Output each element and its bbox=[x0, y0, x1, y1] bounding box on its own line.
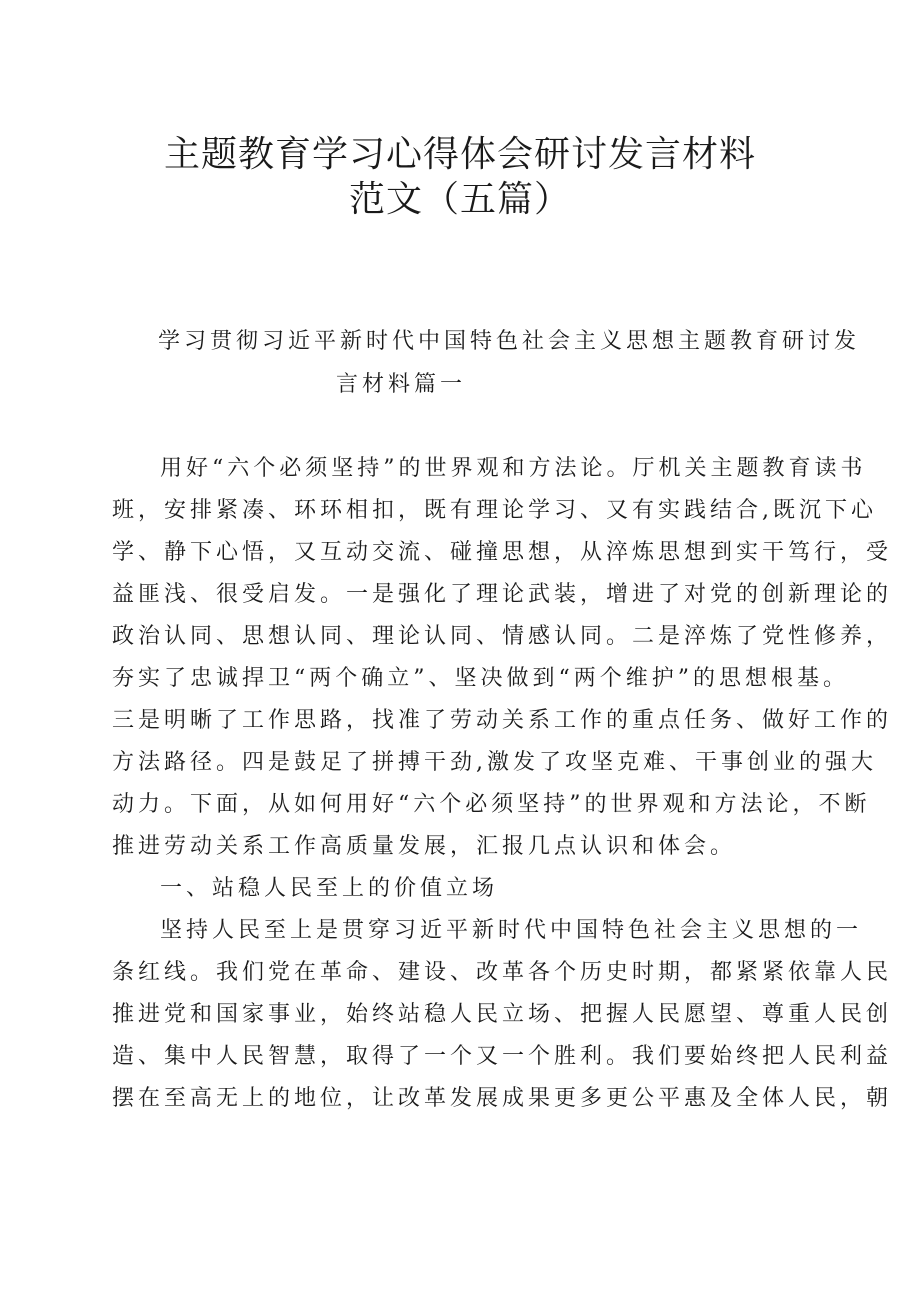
text-line: 班，安排紧凑、环环相扣，既有理论学习、又有实践结合,既沉下心 bbox=[112, 498, 877, 523]
text-line: 三是明晰了工作思路，找准了劳动关系工作的重点任务、做好工作的 bbox=[112, 708, 893, 733]
text-line: 条红线。我们党在革命、建设、改革各个历史时期，都紧紧依靠人民 bbox=[112, 960, 893, 985]
section-heading: 一、站稳人民至上的价值立场 bbox=[160, 876, 499, 901]
text-line: 坚持人民至上是贯穿习近平新时代中国特色社会主义思想的一 bbox=[160, 918, 863, 943]
text-line: 方法路径。四是鼓足了拼搏干劲,激发了攻坚克难、干事创业的强大 bbox=[112, 750, 877, 775]
text-line: 用好“六个必须坚持”的世界观和方法论。厅机关主题教育读书 bbox=[160, 456, 867, 481]
article-subtitle-line2: 言材料篇一 bbox=[336, 372, 467, 397]
document-title-line1: 主题教育学习心得体会研讨发言材料 bbox=[163, 134, 756, 175]
text-line: 造、集中人民智慧，取得了一个又一个胜利。我们要始终把人民利益 bbox=[112, 1044, 893, 1069]
text-line: 推进党和国家事业，始终站稳人民立场、把握人民愿望、尊重人民创 bbox=[112, 1002, 893, 1027]
text-line: 政治认同、思想认同、理论认同、情感认同。二是淬炼了党性修养， bbox=[112, 624, 893, 649]
text-line: 夯实了忠诚捍卫“两个确立”、坚决做到“两个维护”的思想根基。 bbox=[112, 666, 849, 691]
text-line: 推进劳动关系工作高质量发展，汇报几点认识和体会。 bbox=[112, 834, 737, 859]
text-line: 学、静下心悟，又互动交流、碰撞思想，从淬炼思想到实干笃行，受 bbox=[112, 540, 893, 565]
text-line: 动力。下面，从如何用好“六个必须坚持”的世界观和方法论，不断 bbox=[112, 792, 871, 817]
paragraph-intro bbox=[112, 448, 893, 1120]
article-subtitle-line1: 学习贯彻习近平新时代中国特色社会主义思想主题教育研讨发 bbox=[158, 329, 861, 354]
text-line: 摆在至高无上的地位，让改革发展成果更多更公平惠及全体人民，朝 bbox=[112, 1086, 893, 1111]
document-title-line2: 范文（五篇） bbox=[348, 179, 571, 220]
text-line: 益匪浅、很受启发。一是强化了理论武装，增进了对党的创新理论的 bbox=[112, 582, 893, 607]
